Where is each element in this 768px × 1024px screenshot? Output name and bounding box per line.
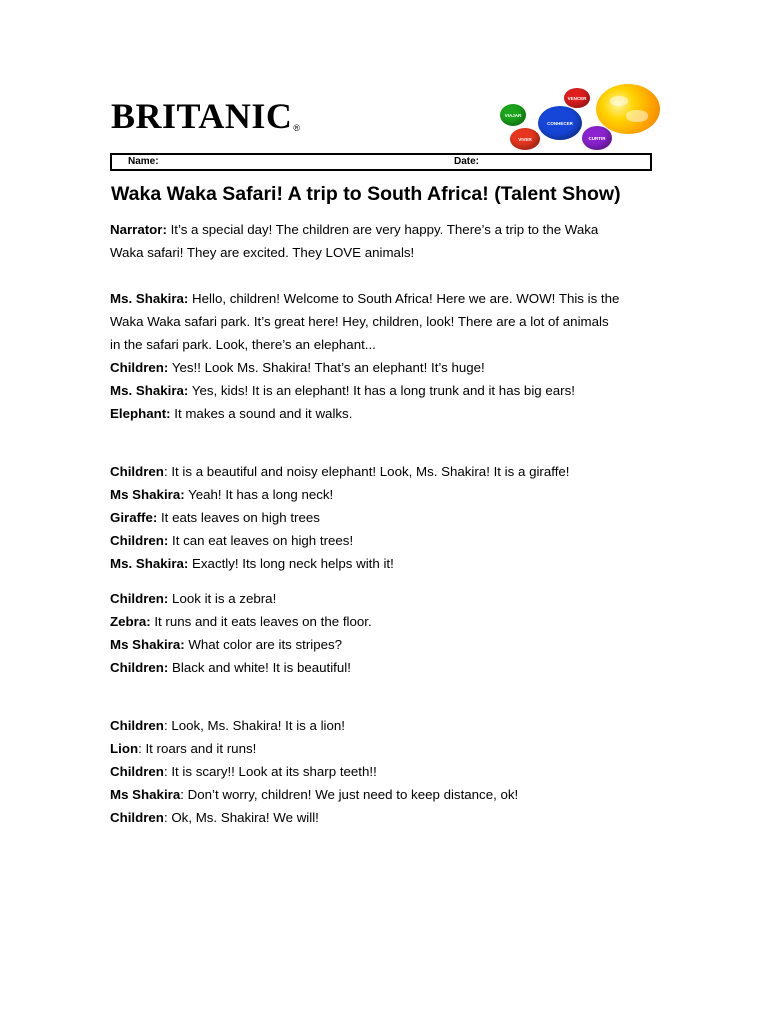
date-label: Date: [454, 156, 480, 167]
dialogue-line [110, 610, 658, 633]
speaker-label: Children [110, 764, 164, 779]
dialogue-line [110, 760, 658, 783]
dialogue-text: : It is a beautiful and noisy elephant! Look, Ms. Shakira! It is a giraffe! [163, 464, 570, 479]
speaker-label: Narrator: [110, 222, 167, 237]
speaker-label: Children [110, 718, 164, 733]
spacer [110, 425, 658, 448]
speaker-label: Zebra: [110, 614, 151, 629]
speaker-label: Children [110, 464, 164, 479]
bubble-curtir: CURTIR [582, 126, 612, 150]
dialogue-text: Look it is a zebra! [168, 591, 277, 606]
spacer [110, 679, 658, 702]
speaker-label: Ms Shakira [110, 787, 181, 802]
dialogue-text: : Look, Ms. Shakira! It is a lion! [163, 718, 345, 733]
speaker-label: Ms. Shakira: [110, 556, 189, 571]
dialogue-line [110, 529, 658, 552]
spacer [110, 575, 658, 587]
dialogue-text: It runs and it eats leaves on the floor. [150, 614, 372, 629]
bubble-viajar: VIAJAR [500, 104, 526, 126]
logo-bubbles [490, 82, 670, 154]
speaker-label: Children [110, 810, 164, 825]
dialogue-line [110, 714, 658, 737]
britanic-logo [111, 96, 300, 136]
dialogue-text: Hello, children! Welcome to South Africa! Here we are. WOW! This is the [188, 291, 620, 306]
logo-text: BRITANIC [111, 96, 293, 136]
dialogue-line [110, 552, 658, 575]
bubble-viver: VIVER [510, 128, 540, 150]
dialogue-text: : Don’t worry, children! We just need to keep distance, ok! [180, 787, 519, 802]
bubble-conhecer: CONHECER [538, 106, 582, 140]
speaker-label: Ms. Shakira: [110, 291, 189, 306]
dialogue-line [110, 402, 658, 425]
dialogue-line [110, 587, 658, 610]
dialogue-line [110, 506, 658, 529]
page-title: Waka Waka Safari! A trip to South Africa! (Talent Show) [111, 183, 621, 205]
dialogue-line [110, 737, 658, 760]
speaker-label: Ms. Shakira: [110, 383, 189, 398]
dialogue-text: : It roars and it runs! [138, 741, 257, 756]
speaker-label: Children: [110, 360, 169, 375]
dialogue-text: : Ok, Ms. Shakira! We will! [163, 810, 319, 825]
speaker-label: Elephant: [110, 406, 171, 421]
speaker-label: Lion [110, 741, 139, 756]
narrator-line [110, 218, 658, 241]
dialogue-line [110, 460, 658, 483]
dialogue-text: It’s a special day! The children are very happy. There’s a trip to the Waka [166, 222, 599, 237]
globe-icon [596, 84, 660, 134]
speaker-label: Ms Shakira: [110, 637, 185, 652]
dialogue-text: It eats leaves on high trees [157, 510, 320, 525]
shakira-intro-line [110, 287, 658, 310]
dialogue-text: Yeah! It has a long neck! [184, 487, 334, 502]
speaker-label: Giraffe: [110, 510, 158, 525]
dialogue-text: It can eat leaves on high trees! [168, 533, 354, 548]
speaker-label: Ms Shakira: [110, 487, 185, 502]
dialogue-line [110, 656, 658, 679]
dialogue-text: Yes, kids! It is an elephant! It has a long trunk and it has big ears! [188, 383, 575, 398]
shakira-intro-line-cont: Waka Waka safari park. It’s great here! Hey, children, look! There are a lot of animals [110, 314, 609, 329]
spacer [110, 448, 658, 460]
name-date-bar [110, 153, 652, 171]
spacer [110, 702, 658, 714]
dialogue-text: It makes a sound and it walks. [170, 406, 353, 421]
dialogue-text: : It is scary!! Look at its sharp teeth!! [163, 764, 377, 779]
shakira-intro-line-cont: in the safari park. Look, there’s an elephant... [110, 337, 376, 352]
script-body [110, 218, 658, 829]
dialogue-text: Exactly! Its long neck helps with it! [188, 556, 394, 571]
dialogue-line [110, 783, 658, 806]
dialogue-line [110, 806, 658, 829]
speaker-label: Children: [110, 591, 169, 606]
dialogue-line [110, 633, 658, 656]
dialogue-line [110, 483, 658, 506]
dialogue-text: What color are its stripes? [184, 637, 343, 652]
bubble-vencer: VENCER [564, 88, 590, 108]
narrator-line-cont: Waka safari! They are excited. They LOVE animals! [110, 245, 415, 260]
dialogue-text: Black and white! It is beautiful! [168, 660, 351, 675]
dialogue-text: Yes!! Look Ms. Shakira! That’s an elephant! It’s huge! [168, 360, 485, 375]
registered-mark: ® [293, 123, 301, 133]
dialogue-line [110, 379, 658, 402]
dialogue-line [110, 356, 658, 379]
spacer [110, 264, 658, 287]
name-label: Name: [128, 156, 159, 167]
speaker-label: Children: [110, 660, 169, 675]
speaker-label: Children: [110, 533, 169, 548]
